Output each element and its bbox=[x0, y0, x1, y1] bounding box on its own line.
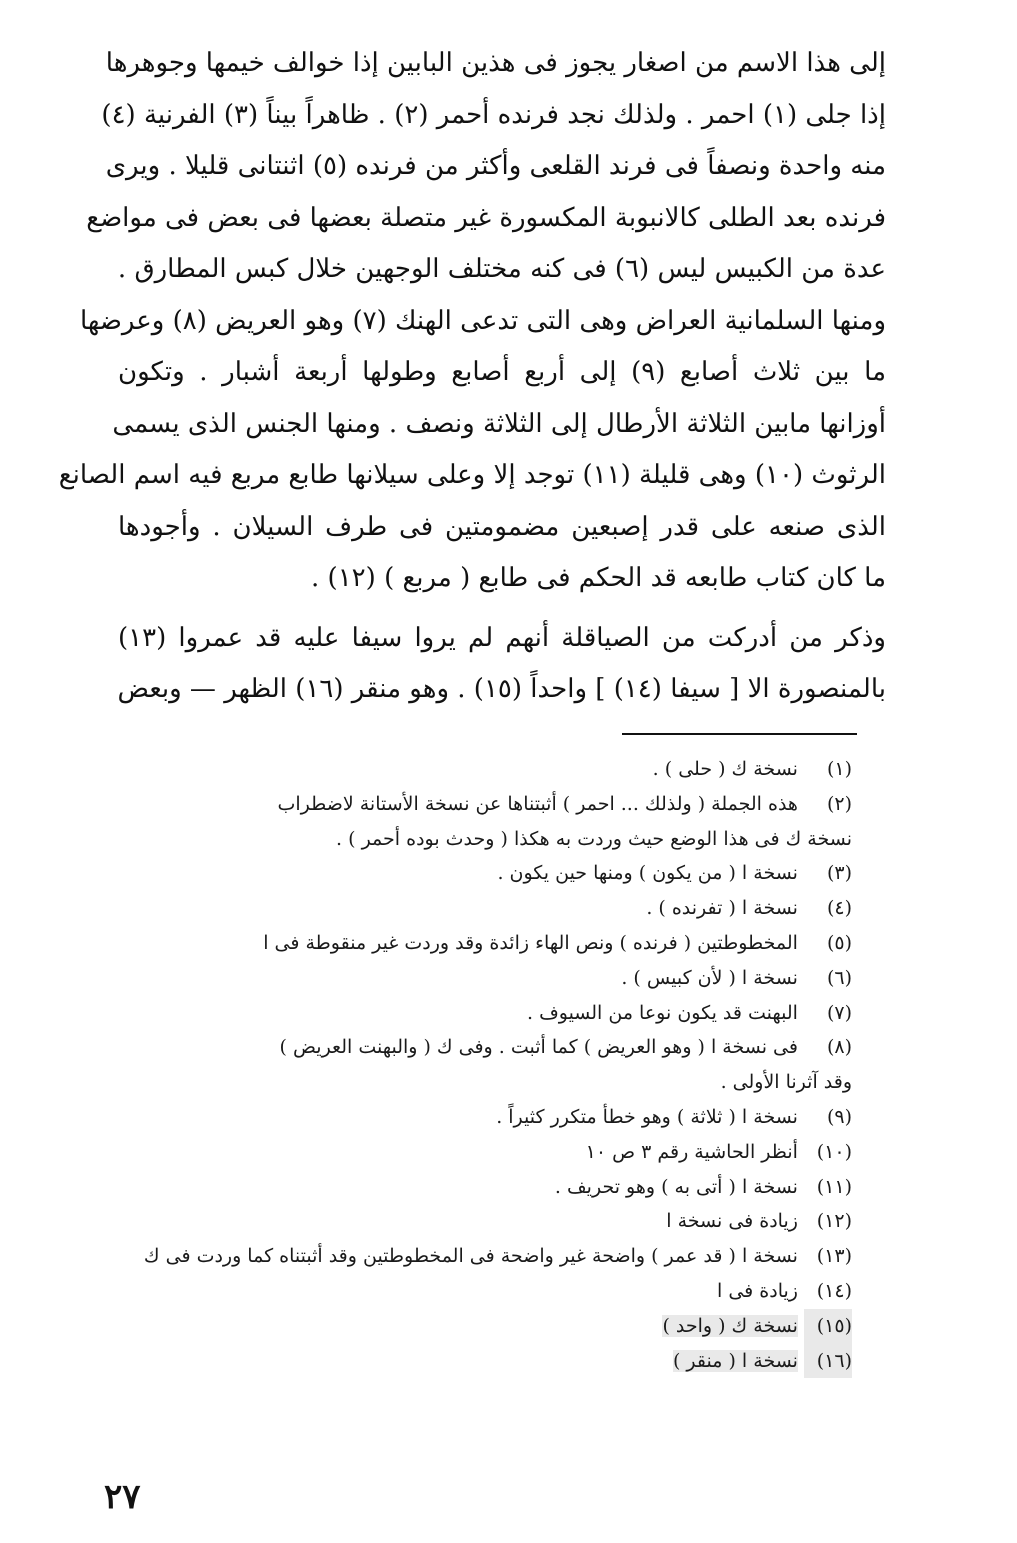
footnote-text: نسخة ا ( منقر ) bbox=[672, 1349, 798, 1372]
footnote-text: نسخة ا ( قد عمر ) واضحة غير واضحة فى المخطوطتين وقد أثبتناه كما وردت فى ك bbox=[143, 1245, 798, 1268]
footnote bbox=[112, 1204, 852, 1239]
footnote-number: (٤) bbox=[826, 897, 852, 920]
footnote-text: البهنت قد يكون نوعا من السيوف . bbox=[526, 1001, 798, 1024]
footnote-number: (٣) bbox=[826, 862, 852, 885]
footnote bbox=[112, 891, 852, 926]
footnote-text: المخطوطتين ( فرنده ) ونص الهاء زائدة وقد وردت غير منقوطة فى ا bbox=[263, 931, 798, 954]
footnote-text: زيادة فى ا bbox=[717, 1279, 798, 1302]
footnote-number: (١٤) bbox=[816, 1279, 852, 1302]
text-line: بالمنصورة الا [ سيفا (١٤) ] واحداً (١٥) . وهو منقر (١٦) الظهر — وبعض bbox=[117, 674, 886, 704]
footnote-text: نسخة ا ( من يكون ) ومنها حين يكون . bbox=[497, 862, 798, 885]
footnote bbox=[112, 1274, 852, 1309]
text-line: فرنده بعد الطلى كالانبوبة المكسورة غير متصلة بعضها فى بعض فى مواضع bbox=[86, 202, 886, 233]
text-line: الرثوث (١٠) وهى قليلة (١١) توجد إلا وعلى سيلانها طابع مربع فيه اسم الصانع bbox=[58, 460, 886, 490]
footnote-number: (٥) bbox=[826, 931, 852, 954]
footnote bbox=[112, 961, 852, 996]
footnote bbox=[112, 996, 852, 1031]
text-line: ما كان كتاب طابعه قد الحكم فى طابع ( مربع ) (١٢) . bbox=[311, 563, 886, 593]
footnote bbox=[112, 1170, 852, 1205]
footnote-continuation bbox=[112, 1065, 852, 1100]
footnote-number: (٢) bbox=[826, 792, 852, 815]
footnote bbox=[112, 787, 852, 822]
footnote-number: (١١) bbox=[816, 1175, 852, 1198]
footnote bbox=[112, 1100, 852, 1135]
text-line: عدة من الكبيس ليس (٦) فى كنه مختلف الوجهين خلال كبس المطارق . bbox=[117, 254, 886, 284]
main-text-block bbox=[58, 38, 886, 716]
footnote-number: (١٣) bbox=[816, 1245, 852, 1268]
text-line: منه واحدة ونصفاً فى فرند القلعى وأكثر من فرنده (٥) اثنتانى قليلا . ويرى bbox=[105, 151, 886, 181]
footnote-number: (١٢) bbox=[816, 1210, 852, 1233]
footnote-text: هذه الجملة ( ولذلك ... احمر ) أثبتناها عن نسخة الأستانة لاضطراب bbox=[277, 792, 798, 815]
footnote-text: نسخة ك ( حلى ) . bbox=[652, 758, 798, 780]
text-line: الذى صنعه على قدر إصبعين مضمومتين فى طرف السيلان . وأجودها bbox=[118, 511, 886, 542]
page-number: ٢٧ bbox=[104, 1477, 141, 1517]
footnote-number: (١٦) bbox=[804, 1344, 852, 1379]
footnote bbox=[112, 1309, 852, 1344]
paragraph-gap bbox=[118, 605, 886, 613]
footnote bbox=[112, 1344, 852, 1379]
footnote bbox=[112, 1239, 852, 1274]
text-line: وذكر من أدركت من الصياقلة أنهم لم يروا سيفا عليه قد عمروا (١٣) bbox=[118, 622, 886, 653]
footnote-continuation bbox=[112, 822, 852, 857]
footnote-text: نسخة ا ( أتى به ) وهو تحريف . bbox=[554, 1175, 798, 1198]
footnote-text: نسخة ك فى هذا الوضع حيث وردت به هكذا ( وحدث بوده أحمر ) . bbox=[336, 827, 852, 850]
text-line: إذا جلى (١) احمر . ولذلك نجد فرنده أحمر (٢) . ظاهراً بيناً (٣) الفرنية (٤) bbox=[101, 99, 886, 130]
footnote-number: (١) bbox=[826, 758, 852, 780]
footnote bbox=[112, 1135, 852, 1170]
text-line: ما بين ثلاث أصابع (٩) إلى أربع أصابع وطولها أربعة أشبار . وتكون bbox=[118, 357, 886, 387]
footnote-number: (١٠) bbox=[816, 1140, 852, 1163]
text-line: ومنها السلمانية العراض وهى التى تدعى الهنك (٧) وهو العريض (٨) وعرضها bbox=[79, 305, 886, 336]
footnote-text: فى نسخة ا ( وهو العريض ) كما أثبت . وفى ك ( والبهنت العريض ) bbox=[279, 1036, 798, 1059]
footnote-number: (٦) bbox=[826, 966, 852, 989]
text-line: إلى هذا الاسم من اصغار يجوز فى هذين البابين إذا خوالف خيمها وجوهرها bbox=[105, 48, 886, 78]
footnote-text: نسخة ا ( تفرنده ) . bbox=[646, 897, 798, 920]
footnote-text: نسخة ك ( واحد ) bbox=[662, 1314, 798, 1337]
footnote-text: وقد آثرنا الأولى . bbox=[720, 1071, 852, 1094]
footnotes-block bbox=[112, 752, 852, 1378]
footnote-text: زيادة فى نسخة ا bbox=[666, 1210, 798, 1233]
footnote bbox=[112, 752, 852, 787]
footnote-number: (٧) bbox=[826, 1001, 852, 1024]
footnote-text: نسخة ا ( لأن كبيس ) . bbox=[621, 966, 798, 989]
footnote bbox=[112, 1030, 852, 1065]
footnote-separator bbox=[622, 733, 857, 735]
footnote bbox=[112, 926, 852, 961]
footnote-text: نسخة ا ( ثلاثة ) وهو خطأ متكرر كثيراً . bbox=[496, 1105, 798, 1128]
footnote bbox=[112, 856, 852, 891]
footnote-number: (٨) bbox=[826, 1036, 852, 1059]
footnote-number: (٩) bbox=[826, 1105, 852, 1128]
footnote-text: أنظر الحاشية رقم ٣ ص ١٠ bbox=[585, 1140, 798, 1163]
footnote-number: (١٥) bbox=[804, 1309, 852, 1344]
text-line: أوزانها مابين الثلاثة الأرطال إلى الثلاثة ونصف . ومنها الجنس الذى يسمى bbox=[112, 408, 886, 439]
